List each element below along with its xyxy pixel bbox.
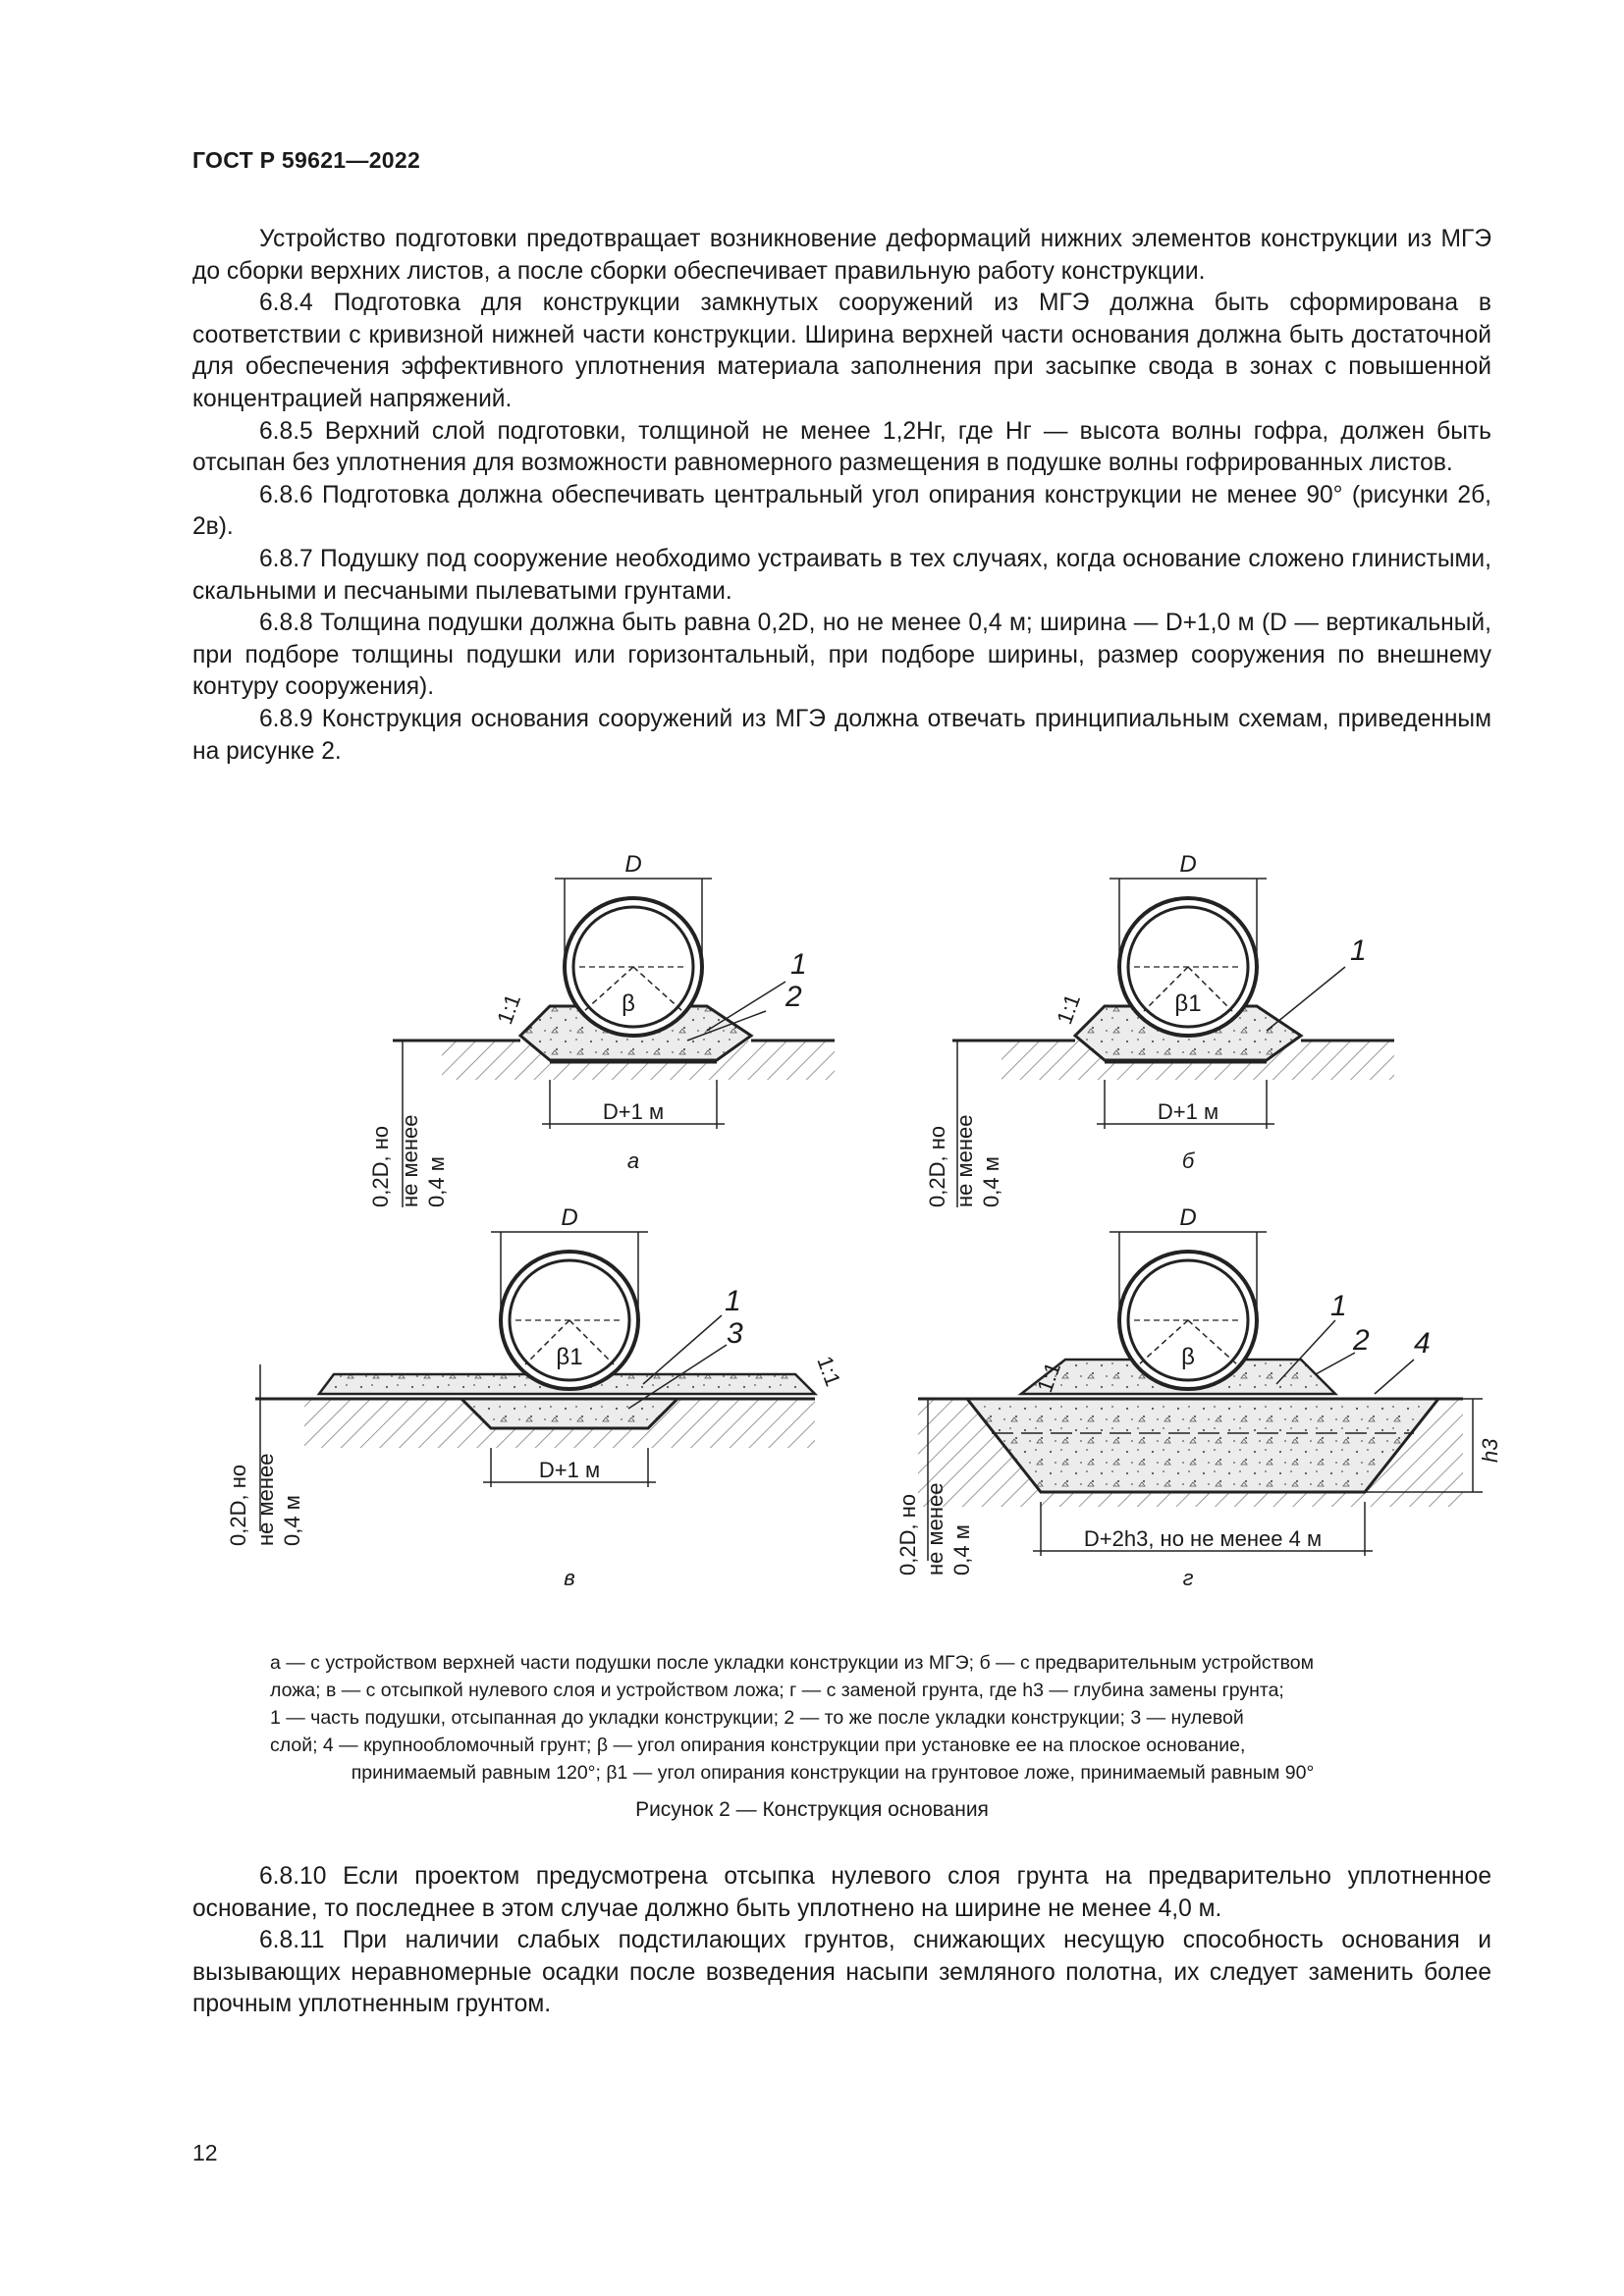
dim-vertical-mid: не менее — [398, 1114, 422, 1207]
dim-d-label: D — [1179, 1204, 1197, 1231]
callout-2: 2 — [785, 981, 802, 1013]
width-label: D+1 м — [1157, 1099, 1219, 1124]
paragraph: 6.8.7 Подушку под сооружение необходимо устраивать в тех случаях, когда основание сложено глинистыми, скальными и песчаными пылеватыми грунтами. — [192, 545, 1491, 605]
body-text-after-figure — [192, 1861, 1491, 2021]
callout-3: 3 — [727, 1317, 743, 1350]
figure-2-diagrams — [0, 825, 1624, 1610]
callout-2: 2 — [1353, 1324, 1370, 1357]
callout-1: 1 — [725, 1285, 741, 1317]
width-label: D+1 м — [602, 1099, 665, 1124]
figure-title: Рисунок 2 — Конструкция основания — [635, 1798, 989, 1821]
dim-vertical-top: 0,2D, но — [368, 1125, 393, 1207]
callout-1: 1 — [790, 948, 807, 981]
dim-d-label: D — [624, 851, 642, 878]
dim-vertical-bot: 0,4 м — [280, 1495, 304, 1546]
dim-vertical-mid: не менее — [923, 1482, 947, 1575]
body-text-before-figure — [192, 224, 1491, 768]
width-label-g: D+2h3, но не менее 4 м — [1083, 1526, 1323, 1551]
subfigure-label: б — [1181, 1148, 1195, 1173]
slope-label: 1:1 — [492, 990, 526, 1028]
paragraph: 6.8.6 Подготовка должна обеспечивать центральный угол опирания конструкции не менее 90° (рисунки 2б, 2в). — [192, 481, 1491, 541]
dim-vertical-bot: 0,4 м — [979, 1156, 1003, 1207]
dim-d-label: D — [1179, 851, 1197, 878]
dim-vertical-top: 0,2D, но — [895, 1493, 920, 1575]
document-header: ГОСТ Р 59621—2022 — [192, 147, 421, 173]
subfigure-label: в — [564, 1566, 575, 1590]
callout-1: 1 — [1350, 934, 1367, 967]
caption-line: слой; 4 — крупнообломочный грунт; β — угол опирания конструкции при установке ее на плоское основание, — [270, 1735, 1246, 1756]
paragraph: 6.8.11 При наличии слабых подстилающих грунтов, снижающих несущую способность основания и вызывающих неравномерные осадки после возведения насыпи земляного полотна, их следует заменить более прочным уплотненным грунтом. — [192, 1927, 1491, 2018]
caption-line: ложа; в — с отсыпкой нулевого слоя и устройством ложа; г — с заменой грунта, где h3 — глубина замены грунта; — [270, 1680, 1284, 1701]
caption-line: а — с устройством верхней части подушки после укладки конструкции из МГЭ; б — с предварительным устройством — [270, 1652, 1314, 1674]
h3-label: h3 — [1478, 1438, 1502, 1463]
callout-4: 4 — [1414, 1327, 1431, 1360]
paragraph: 6.8.10 Если проектом предусмотрена отсыпка нулевого слоя грунта на предварительно уплотненное основание, то последнее в этом случае должно быть уплотнено на ширине не менее 4,0 м. — [192, 1863, 1491, 1922]
figure-caption — [270, 1649, 1395, 1787]
beta-label: β — [622, 990, 635, 1017]
beta1-label: β1 — [556, 1344, 583, 1370]
subfigure-label: а — [626, 1148, 640, 1173]
dim-vertical-top: 0,2D, но — [925, 1125, 949, 1207]
dim-d-label: D — [561, 1204, 578, 1231]
paragraph: 6.8.5 Верхний слой подготовки, толщиной не менее 1,2Hг, где Hг — высота волны гофра, должен быть отсыпан без уплотнения для возможности равномерного размещения в подушке волны гофрированных листов. — [192, 417, 1491, 477]
paragraph: 6.8.9 Конструкция основания сооружений из МГЭ должна отвечать принципиальным схемам, приведенным на рисунке 2. — [192, 705, 1491, 765]
diagram-a — [393, 879, 835, 1207]
caption-line: принимаемый равным 120°; β1 — угол опирания конструкции на грунтовое ложе, принимаемый равным 90° — [351, 1762, 1315, 1784]
slope-label: 1:1 — [1052, 990, 1086, 1028]
dim-vertical-mid: не менее — [952, 1114, 977, 1207]
width-label: D+1 м — [538, 1458, 601, 1482]
diagram-b — [952, 879, 1394, 1207]
beta-label: β — [1181, 1344, 1195, 1370]
paragraph: Устройство подготовки предотвращает возникновение деформаций нижних элементов конструкции из МГЭ до сборки верхних листов, а после сборки обеспечивает правильную работу конструкции. — [192, 226, 1491, 285]
diagram-g — [918, 1232, 1483, 1561]
dim-vertical-mid: не менее — [253, 1453, 278, 1546]
dim-vertical-bot: 0,4 м — [949, 1524, 974, 1575]
callout-1: 1 — [1330, 1290, 1347, 1322]
subfigure-label: г — [1182, 1566, 1194, 1590]
slope-label: 1:1 — [1032, 1359, 1066, 1396]
paragraph: 6.8.8 Толщина подушки должна быть равна 0,2D, но не менее 0,4 м; ширина — D+1,0 м (D — вертикальный, при подборе толщины подушки или горизонтальный, при подборе ширины, размер сооружения по внешнему контуру сооружения). — [192, 610, 1491, 701]
dim-vertical-bot: 0,4 м — [424, 1156, 449, 1207]
dim-vertical-top: 0,2D, но — [226, 1464, 250, 1546]
page-number: 12 — [192, 2140, 218, 2165]
caption-line: 1 — часть подушки, отсыпанная до укладки конструкции; 2 — то же после укладки конструкции; 3 — нулевой — [270, 1707, 1244, 1729]
slope-label: 1:1 — [812, 1353, 846, 1390]
diagram-v — [255, 1232, 815, 1531]
beta1-label: β1 — [1174, 990, 1202, 1017]
paragraph: 6.8.4 Подготовка для конструкции замкнутых сооружений из МГЭ должна быть сформирована в соответствии с кривизной нижней части конструкции. Ширина верхней части основания должна быть достаточной для обеспечения эффективного уплотнения материала заполнения при засыпке свода в зонах с повышенной концентрацией напряжений. — [192, 290, 1491, 412]
